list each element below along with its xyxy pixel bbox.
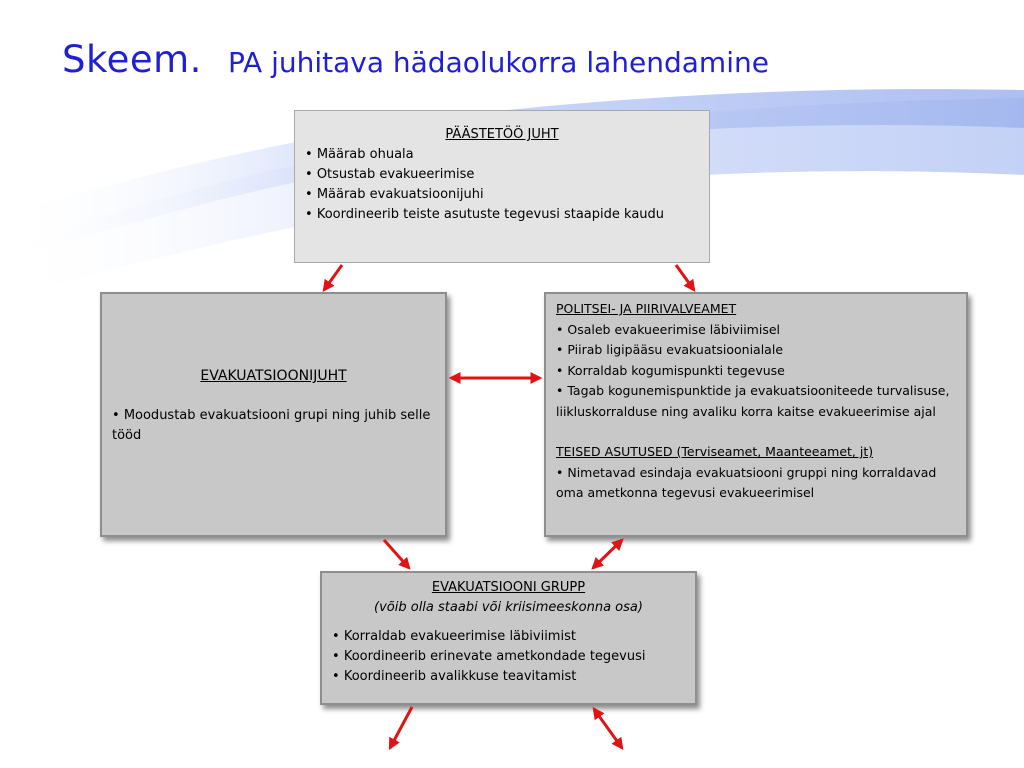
box-heading: PÄÄSTETÖÖ JUHT (445, 127, 559, 142)
arrow-top-to-right (676, 265, 694, 290)
list-item: • Koordineerib erinevate ametkondade tegevusi (332, 647, 685, 667)
arrow-top-to-left (324, 265, 342, 290)
list-item: • Otsustab evakueerimise (305, 165, 699, 185)
arrow-left-to-bottom (384, 540, 409, 568)
list-item: • Korraldab kogumispunkti tegevuse (556, 361, 956, 382)
list-item: • Nimetavad esindaja evakuatsiooni gruppi ning korraldavad oma ametkonna tegevusi evakueerimisel (556, 463, 956, 504)
box-heading-secondary: TEISED ASUTUSED (Terviseamet, Maanteeamet, jt) (556, 444, 874, 459)
list-item: • Määrab ohuala (305, 145, 699, 165)
list-item: • Piirab ligipääsu evakuatsioonialale (556, 340, 956, 361)
box-heading: EVAKUATSIOONIJUHT (200, 368, 347, 384)
box-heading: POLITSEI- JA PIIRIVALVEAMET (556, 301, 737, 316)
arrow-bottom-down-right-bidirectional (594, 709, 622, 748)
title-subtitle: PA juhitava hädaolukorra lahendamine (227, 46, 769, 79)
list-item: • Koordineerib teiste asutuste tegevusi staapide kaudu (305, 205, 699, 225)
arrow-right-bottom-bidirectional (593, 540, 622, 568)
list-item: • Koordineerib avalikkuse teavitamist (332, 667, 685, 687)
list-item: • Moodustab evakuatsiooni grupi ning juhib selle tööd (112, 406, 435, 446)
list-item: • Tagab kogunemispunktide ja evakuatsiooniteede turvalisuse, liikluskorralduse ning avaliku korra kaitse evakueerimise ajal (556, 381, 956, 422)
arrow-bottom-down-left (390, 707, 412, 748)
list-item: • Korraldab evakueerimise läbiviimist (332, 627, 685, 647)
list-item: • Määrab evakuatsioonijuhi (305, 185, 699, 205)
list-item: • Osaleb evakueerimise läbiviimisel (556, 320, 956, 341)
title-main: Skeem. (62, 38, 202, 81)
box-subheading: (võib olla staabi või kriisimeeskonna osa) (374, 600, 643, 615)
box-heading: EVAKUATSIOONI GRUPP (431, 580, 586, 595)
